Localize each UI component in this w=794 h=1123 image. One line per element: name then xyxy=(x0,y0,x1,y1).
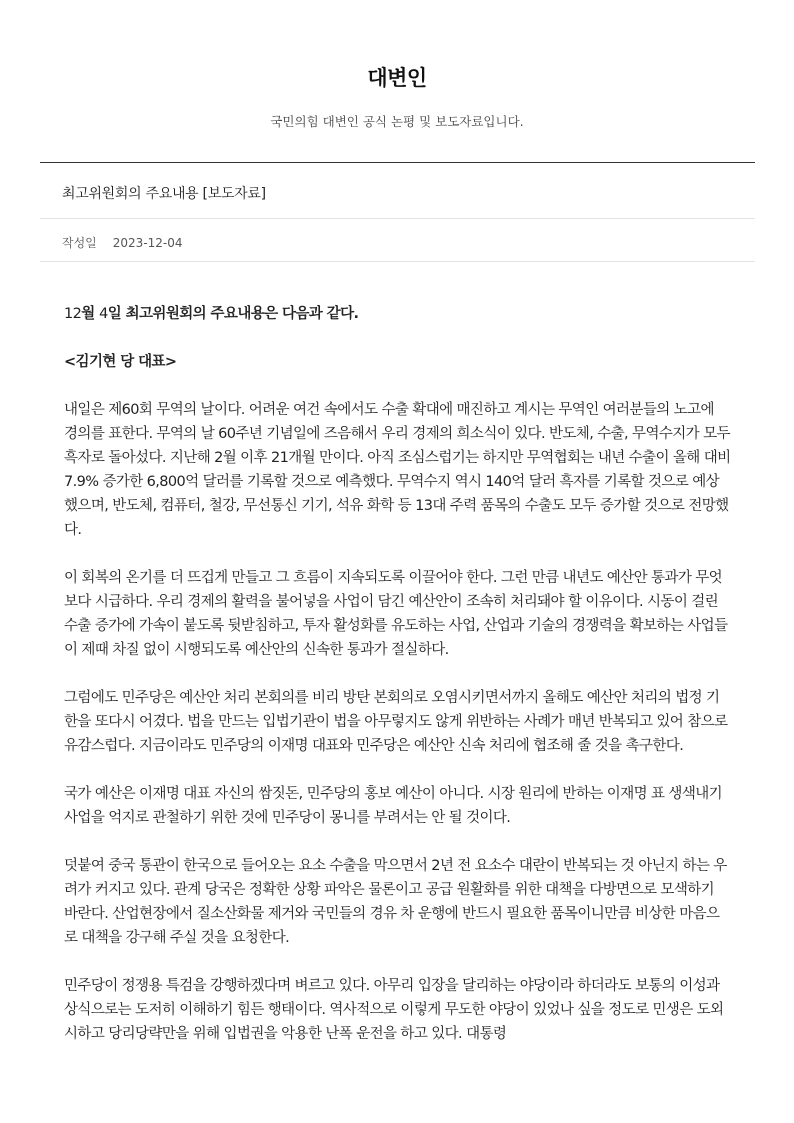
post-meta xyxy=(40,219,755,261)
body-paragraph: 덧붙여 중국 통관이 한국으로 들어오는 요소 수출을 막으면서 2년 전 요소수 대란이 반복되는 것 아닌지 하는 우려가 커지고 있다. 관계 당국은 정확한 상황 파악은 물론이고 공급 원활화를 위한 대책을 다방면으로 모색하기 바란다. 산업현장에서 질소산화물 제거와 국민들의 경유 차 운행에 반드시 필요한 품목이니만큼 비상한 마음으로 대책을 강구해 주실 것을 요청한다. xyxy=(64,858,727,946)
date-label: 작성일 xyxy=(62,236,97,250)
lead-sentence xyxy=(64,302,731,326)
site-title[interactable]: 대변인 xyxy=(367,66,427,90)
lead-day: 4 xyxy=(99,306,108,322)
site-subtitle: 국민의힘 대변인 공식 논평 및 보도자료입니다. xyxy=(270,114,524,129)
article xyxy=(40,162,755,1070)
body-paragraph: 내일은 제60회 무역의 날이다. 어려운 여건 속에서도 수출 확대에 매진하고 계시는 무역인 여러분들의 노고에 경의를 표한다. 무역의 날 60주년 기념일에 즈음해서 우리 경제의 희소식이 있다. 반도체, 수출, 무역수지가 모두 흑자로 돌아섰다. 지난해 2월 이후 21개월 만이다. 아직 조심스럽기는 하지만 무역협회는 내년 수출이 올해 대비 7.9% 증가한 6,800억 달러를 기록할 것으로 예측했다. 무역수지 역시 140억 달러 흑자를 기록할 것으로 예상했으며, 반도체, 컴퓨터, 철강, 무선통신 기기, 석유 화학 등 13대 주력 품목의 수출도 모두 증가할 것으로 전망했다. xyxy=(64,402,731,538)
speaker-heading: <김기현 당 대표> xyxy=(64,354,177,370)
date-value: 2023-12-04 xyxy=(112,236,183,250)
body-paragraph: 국가 예산은 이재명 대표 자신의 쌈짓돈, 민주당의 홍보 예산이 아니다. 시장 원리에 반하는 이재명 표 생색내기 사업을 억지로 관철하기 위한 것에 민주당이 몽니를 부려서는 안 될 것이다. xyxy=(64,786,723,826)
body-paragraph: 이 회복의 온기를 더 뜨겁게 만들고 그 흐름이 지속되도록 이끌어야 한다. 그런 만큼 내년도 예산안 통과가 무엇보다 시급하다. 우리 경제의 활력을 불어넣을 사업이 담긴 예산안이 조속히 처리돼야 할 이유이다. 시동이 걸린 수출 증가에 가속이 붙도록 뒷받침하고, 투자 활성화를 유도하는 사업, 산업과 기술의 경쟁력을 확보하는 사업들이 제때 차질 없이 시행되도록 예산안의 신속한 통과가 절실하다. xyxy=(64,570,728,658)
lead-text: 월 xyxy=(81,306,100,322)
lead-month: 12 xyxy=(64,306,82,322)
post-title: 최고위원회의 주요내용 [보도자료] xyxy=(62,186,266,202)
body-paragraph: 그럼에도 민주당은 예산안 처리 본회의를 비리 방탄 본회의로 오염시키면서까지 올해도 예산안 처리의 법정 기한을 또다시 어겼다. 법을 만드는 입법기관이 법을 아무렇지도 않게 위반하는 사례가 매년 반복되고 있어 참으로 유감스럽다. 지금이라도 민주당의 이재명 대표와 민주당은 예산안 신속 처리에 협조해 줄 것을 촉구한다. xyxy=(64,690,728,754)
lead-text: 일 최고위원회의 주요내용은 다음과 같다. xyxy=(107,306,359,322)
article-body xyxy=(40,262,755,1046)
site-header xyxy=(0,0,794,130)
body-paragraph: 민주당이 정쟁용 특검을 강행하겠다며 벼르고 있다. 아무리 입장을 달리하는 야당이라 하더라도 보통의 이성과 상식으로는 도저히 이해하기 힘든 행태이다. 역사적으로 이렇게 무도한 야당이 있었나 싶을 정도로 민생은 도외시하고 당리당략만을 위해 입법권을 악용한 난폭 운전을 하고 있다. 대통령 xyxy=(64,978,724,1042)
